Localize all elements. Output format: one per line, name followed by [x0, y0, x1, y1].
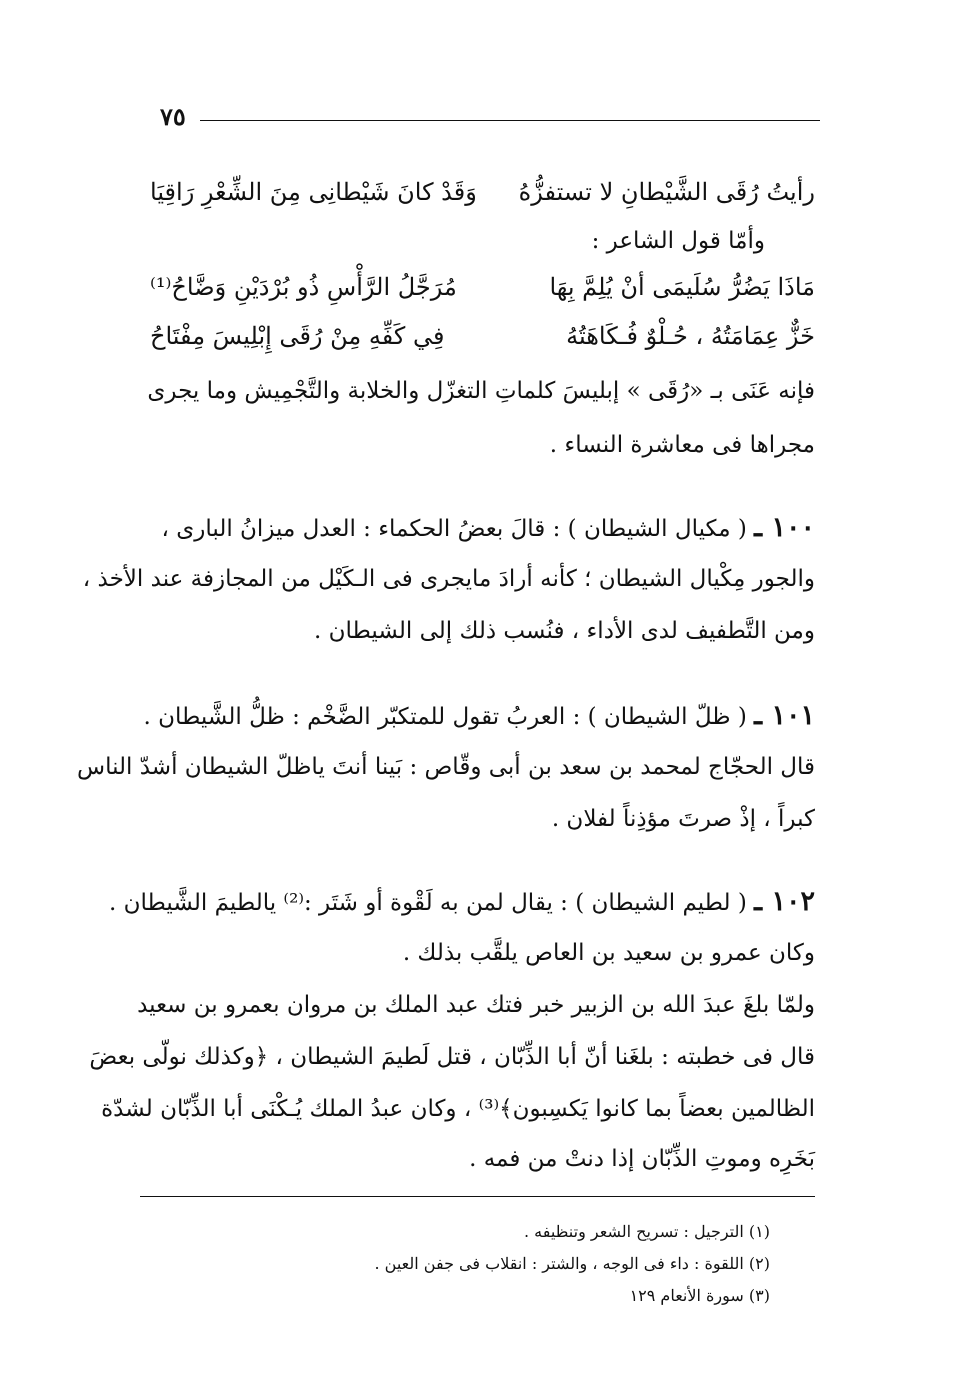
paragraph-line: بَخَرِه وموتِ الذِّبّان إذا دنتْ من فمه . — [469, 1146, 815, 1172]
entry-102-heading — [109, 886, 815, 917]
footnote-rule — [140, 1196, 815, 1197]
verse-hemistich-left: وَقَدْ كانَ شَيْطانِى مِنَ الشِّعْرِ رَاقِيَا — [150, 178, 477, 206]
paragraph-line: فإنه عَنَى بـ «رُقَى » إبليسَ كلماتِ التغزّل والخلابة والتَّجْمِيش وما يجرى — [147, 378, 815, 404]
intro-line: وأمّا قول الشاعر : — [591, 228, 765, 254]
entry-101-heading — [143, 700, 815, 731]
verse-line — [150, 322, 815, 362]
paragraph-line: والجور مِكْيال الشيطان ؛ كأنه أرادَ مايجرى فى الـكَيْل من المجازفة عند الأخذ ، — [82, 566, 815, 592]
verse-hemistich-left: مُرَجَّلُ الرَّأْسِ ذُو بُرْدَيْنِ وَضَّاحُ⁽¹⁾ — [150, 273, 457, 301]
entry-number: ١٠١ ـ — [754, 700, 815, 731]
verse-hemistich-left: فِي كَفِّهِ مِنْ رُقَى إِبْلِيسَ مِفْتَاحُ — [150, 322, 445, 350]
entry-text: ( مكيال الشيطان ) : قالَ بعضُ الحكماء : العدل ميزانُ البارى ، — [161, 516, 747, 542]
footnote: (١) الترجيل : تسريح الشعر وتنظيفه . — [524, 1222, 770, 1241]
verse-hemistich-right: مَاذَا يَضُرُّ سُلَيمَى أنْ يُلِمَّ بِهَا — [549, 273, 815, 301]
verse-hemistich-right: خَزٌّ عِمَامَتُهُ ، حُـلْوٌ فُـكَاهَتُهُ — [566, 322, 815, 350]
entry-100-heading — [150, 512, 815, 543]
entry-text: ( لطيم الشيطان ) : يقال لمن به لَقْوة أو شَتَر :⁽²⁾ يالطيمَ الشَّيطان . — [109, 890, 747, 916]
entry-number: ١٠٠ ـ — [754, 512, 815, 543]
verse-line — [150, 273, 815, 313]
verse-hemistich-right: رأيتُ رُقَى الشَّيْطانِ لا تستفزُّهُ — [518, 178, 815, 206]
footnote: (٢) اللقوة : داء فى الوجه ، والشتر : انقلاب فى جفن العين . — [374, 1254, 770, 1273]
paragraph-line: كبراً ، إذْ صرتَ مؤذِناً لفلان . — [551, 806, 815, 832]
page-number: ٧٥ — [160, 102, 186, 131]
paragraph-line: قال الحجّاج لمحمد بن سعد بن أبى وقّاص : بَينا أنتَ ياظلّ الشيطان أشدّ الناس — [77, 754, 815, 780]
verse-line — [150, 178, 815, 218]
paragraph-line: ولمّا بلغَ عبدَ الله بن الزبير خبر فتك عبد الملك بن مروان بعمرو بن سعيد — [137, 992, 815, 1018]
header-rule — [200, 120, 820, 121]
footnote: (٣) سورة الأنعام ١٢٩ — [629, 1286, 770, 1305]
paragraph-line: وكان عمرو بن سعيد بن العاص يلقَّب بذلك . — [402, 940, 815, 966]
paragraph-line: الظالمين بعضاً بما كانوا يَكسِبون﴾⁽³⁾ ، وكان عبدُ الملك يُـكْنَى أبا الذِّبّان لشدّة — [101, 1096, 815, 1122]
paragraph-line: مجراها فى معاشرة النساء . — [549, 432, 815, 458]
entry-number: ١٠٢ ـ — [754, 886, 815, 917]
entry-text: ( ظلّ الشيطان ) : العربُ تقول للمتكبّر الضَّخْم : ظلُّ الشَّيطان . — [143, 704, 747, 730]
paragraph-line: قال فى خطبته : بلغَنا أنّ أبا الذِّبّان ، قتل لَطيمَ الشيطان ، ﴿وكذلك نولّى بعضَ — [89, 1044, 815, 1070]
paragraph-line: ومن التَّطفيف لدى الأداء ، فنُسب ذلك إلى الشيطان . — [314, 618, 815, 644]
